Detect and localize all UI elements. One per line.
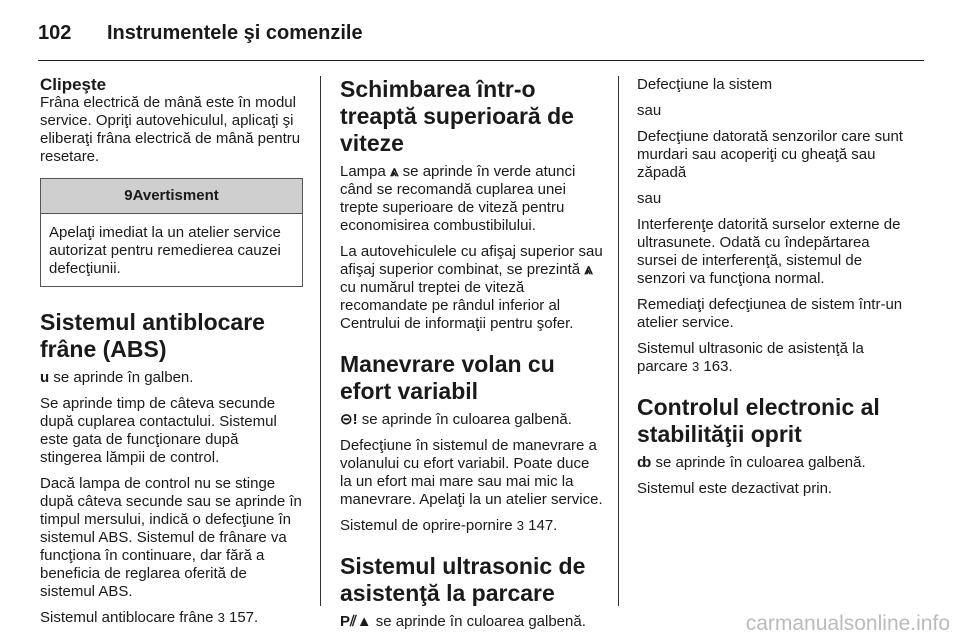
paragraph-shift-2: La autovehiculele cu afişaj superior sau afişaj superior combinat, se prezintă ⩓ cu numărul treptei de viteză recomandate pe rândul inferior al Centrului de informaţii pentru şofer. xyxy=(340,243,603,332)
paragraph-steer-2: Defecţiune în sistemul de manevrare a volanului cu efort variabil. Poate duce la un efort mai mare sau mai mic la manevrare. Apelaţi la un atelier service. xyxy=(340,437,603,508)
page-ref[interactable]: 163. xyxy=(699,358,733,375)
column-divider-1 xyxy=(320,76,321,606)
watermark: carmanualsonline.info xyxy=(745,612,950,635)
paragraph-abs-3: Dacă lampa de control nu se stinge după câteva secunde sau se aprinde în timpul mersului, indică o defecţiune în sistemul ABS. Sistemul de frânare va funcţiona în continuare, dar fără a beneficia de reglarea oferită de sistemul ABS. xyxy=(40,475,302,600)
paragraph-steer-1: ⊝! se aprinde în culoarea galbenă. xyxy=(340,411,572,428)
heading-steering: Manevrare volan cu efort variabil xyxy=(340,351,555,404)
heading-abs: Sistemul antiblocare frâne (ABS) xyxy=(40,309,265,362)
column-divider-2 xyxy=(618,76,619,606)
paragraph-c3-2: sau xyxy=(637,102,662,119)
paragraph-clipeste: Frâna electrică de mână este în modul service. Opriţi autovehiculul, aplicaţi şi eliberaţi frâna electrică de mână pentru resetare. xyxy=(40,94,301,165)
paragraph-abs-4: Sistemul antiblocare frâne 3 157. xyxy=(40,609,259,626)
page-number: 102 xyxy=(38,22,72,44)
paragraph-c3-7: Sistemul ultrasonic de asistenţă la parcare 3 163. xyxy=(637,340,864,375)
paragraph-c3-5: Interferenţe datorită surselor externe de ultrasunete. Odată cu îndepărtarea sursei de interferenţă, sistemul de senzori va funcţiona normal. xyxy=(637,216,901,287)
header-rule xyxy=(38,60,924,61)
paragraph-c3-1: Defecţiune la sistem xyxy=(637,76,773,93)
heading-clipeste: Clipeşte xyxy=(40,75,107,94)
shift-up-icon: ⩓ xyxy=(584,261,593,278)
paragraph-steer-3: Sistemul de oprire-pornire 3 147. xyxy=(340,517,558,534)
paragraph-c3-6: Remediaţi defecţiunea de sistem într-un atelier service. xyxy=(637,296,903,331)
paragraph-c3-4: sau xyxy=(637,190,662,207)
heading-esc: Controlul electronic al stabilităţii oprit xyxy=(637,394,880,447)
warning-icon: 9 xyxy=(124,187,133,204)
page-ref[interactable]: 157. xyxy=(224,609,259,626)
page-header xyxy=(38,22,363,45)
paragraph-park-1: P⫽▲ se aprinde în culoarea galbenă. xyxy=(340,613,586,630)
warning-box xyxy=(40,178,303,287)
page-ref-icon: 3 xyxy=(516,518,524,533)
column-1 xyxy=(40,76,303,635)
paragraph-c3-9: Sistemul este dezactivat prin. xyxy=(637,480,833,497)
column-3 xyxy=(637,76,905,506)
warning-text: Apelaţi imediat la un atelier service autorizat pentru remedierea cauzei defecţiunii. xyxy=(49,224,281,277)
shift-up-icon: ⩓ xyxy=(390,163,399,180)
column-2 xyxy=(340,76,604,639)
warning-title: Avertisment xyxy=(132,187,219,204)
esc-off-icon: ȸ xyxy=(637,454,652,471)
page-ref-icon: 3 xyxy=(692,359,700,374)
paragraph-c3-8: ȸ se aprinde în culoarea galbenă. xyxy=(637,454,866,471)
paragraph-abs-1: u se aprinde în galben. xyxy=(40,369,194,386)
page-ref[interactable]: 147. xyxy=(523,517,558,534)
parking-assist-icon: P⫽▲ xyxy=(340,613,372,630)
paragraph-c3-3: Defecţiune datorată senzorilor care sunt murdari sau acoperiţi cu gheaţă sau zăpadă xyxy=(637,128,903,181)
heading-shift: Schimbarea într-o treaptă superioară de viteze xyxy=(340,76,574,156)
paragraph-abs-2: Se aprinde timp de câteva secunde după cuplarea contactului. Sistemul este gata de funcţionare după stingerea lămpii de control. xyxy=(40,395,277,466)
page-ref-icon: 3 xyxy=(217,610,225,625)
paragraph-shift-1: Lampa ⩓ se aprinde în verde atunci când se recomandă cuplarea unei trepte superioare de viteză pentru economisirea combustibilului. xyxy=(340,163,576,234)
abs-icon: u xyxy=(40,369,50,386)
heading-parking: Sistemul ultrasonic de asistenţă la parcare xyxy=(340,553,586,606)
warning-header xyxy=(41,179,302,214)
steering-warning-icon: ⊝! xyxy=(340,411,358,428)
chapter-title: Instrumentele şi comenzile xyxy=(106,22,363,44)
